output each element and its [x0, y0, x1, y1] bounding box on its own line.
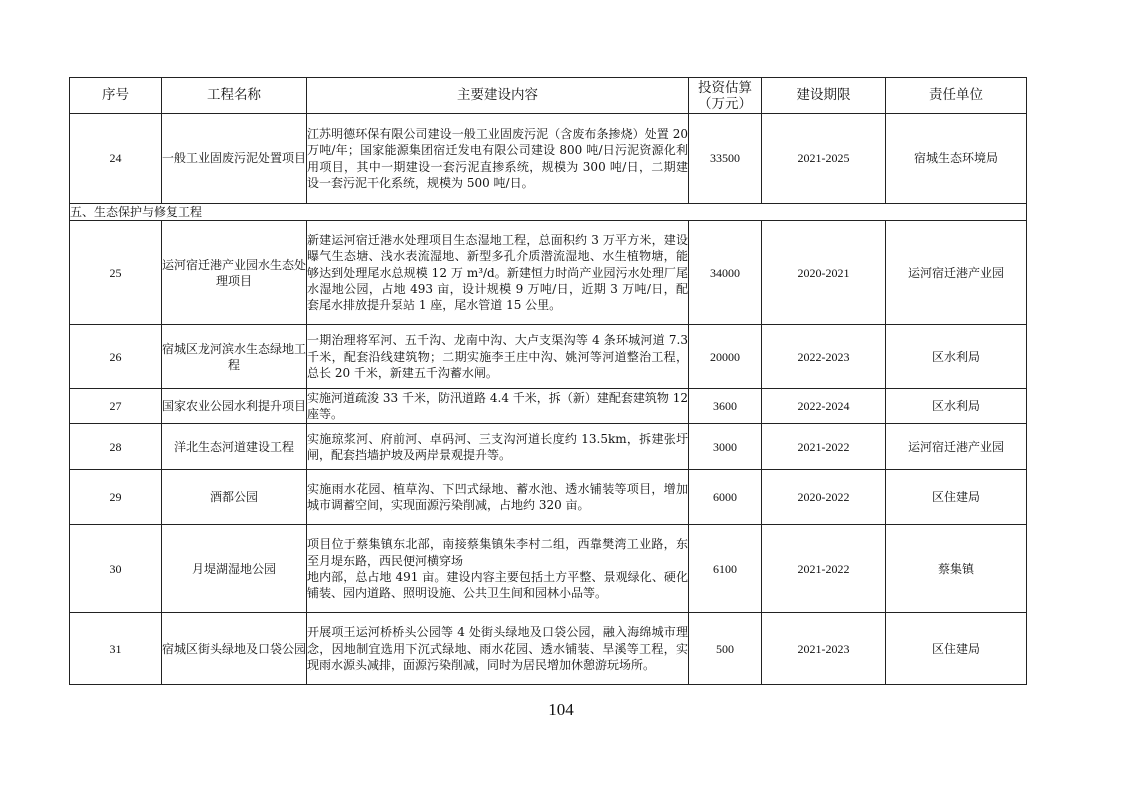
- row-investment: 3000: [689, 424, 762, 470]
- row-unit: 运河宿迁港产业园: [886, 424, 1027, 470]
- header-period: 建设期限: [762, 78, 886, 114]
- table-row-31: [70, 613, 1027, 685]
- row-seq: 24: [70, 114, 162, 204]
- table-row-26: [70, 325, 1027, 389]
- row-seq: 31: [70, 613, 162, 685]
- row-investment: 20000: [689, 325, 762, 389]
- row-period: 2022-2024: [762, 389, 886, 424]
- row-content: 江苏明德环保有限公司建设一般工业固废污泥（含废布条掺烧）处置 20 万吨/年；国家能源集团宿迁发电有限公司建设 800 吨/日污泥资源化利用项目，其中一期建设一套污泥直掺系统，规模为 300 吨/日，二期建设一套污泥干化系统，规模为 500 吨/日。: [307, 114, 689, 204]
- row-seq: 30: [70, 525, 162, 613]
- row-period: 2021-2023: [762, 613, 886, 685]
- header-row: [70, 78, 1027, 114]
- header-seq: 序号: [70, 78, 162, 114]
- row-name: 宿城区龙河滨水生态绿地工程: [162, 325, 307, 389]
- section-row: [70, 204, 1027, 221]
- table-row-25: [70, 221, 1027, 325]
- row-name: 宿城区街头绿地及口袋公园: [162, 613, 307, 685]
- row-investment: 500: [689, 613, 762, 685]
- row-content: 实施琼浆河、府前河、卓码河、三支沟河道长度约 13.5km，拆建张圩闸，配套挡墙护坡及两岸景观提升等。: [307, 424, 689, 470]
- row-name: 国家农业公园水利提升项目: [162, 389, 307, 424]
- row-investment: 6100: [689, 525, 762, 613]
- row-content: 实施雨水花园、植草沟、下凹式绿地、蓄水池、透水铺装等项目，增加城市调蓄空间，实现面源污染削减，占地约 320 亩。: [307, 470, 689, 525]
- row-unit: 区水利局: [886, 325, 1027, 389]
- table-row-27: [70, 389, 1027, 424]
- row-seq: 25: [70, 221, 162, 325]
- row-content: [307, 525, 689, 613]
- row-name: 运河宿迁港产业园水生态处理项目: [162, 221, 307, 325]
- row-period: 2022-2023: [762, 325, 886, 389]
- row-investment: 3600: [689, 389, 762, 424]
- row-content-line-2: 地内部，总占地 491 亩。建设内容主要包括土方平整、景观绿化、硬化铺装、园内道路、照明设施、公共卫生间和园林小品等。: [307, 569, 688, 600]
- page-number: 104: [548, 700, 574, 719]
- row-period: 2021-2022: [762, 525, 886, 613]
- row-period: 2021-2025: [762, 114, 886, 204]
- header-unit: 责任单位: [886, 78, 1027, 114]
- row-unit: 区住建局: [886, 470, 1027, 525]
- row-unit: 区水利局: [886, 389, 1027, 424]
- row-name: 酒都公园: [162, 470, 307, 525]
- row-content-line-1: 项目位于蔡集镇东北部，南接蔡集镇朱李村二组，西靠樊湾工业路，东至月堤东路，西民便河横穿场: [307, 537, 688, 568]
- row-name: 月堤湖湿地公园: [162, 525, 307, 613]
- row-content: 开展项王运河桥桥头公园等 4 处街头绿地及口袋公园，融入海绵城市理念，因地制宜选用下沉式绿地、雨水花园、透水铺装、旱溪等工程，实现雨水源头减排，面源污染削减，同时为居民增加休憩游玩场所。: [307, 613, 689, 685]
- row-period: 2020-2021: [762, 221, 886, 325]
- row-seq: 27: [70, 389, 162, 424]
- row-content: 实施河道疏浚 33 千米，防汛道路 4.4 千米，拆（新）建配套建筑物 12 座等。: [307, 389, 689, 424]
- row-content: 新建运河宿迁港水处理项目生态湿地工程，总面积约 3 万平方米，建设曝气生态塘、浅水表流湿地、新型多孔介质潜流湿地、水生植物塘，能够达到处理尾水总规模 12 万 m³/d。新建恒力时尚产业园污水处理厂尾水湿地公园，占地 493 亩，设计规模 9 万吨/日，近期 3 万吨/日，配套尾水排放提升泵站 1 座，尾水管道 15 公里。: [307, 221, 689, 325]
- row-seq: 26: [70, 325, 162, 389]
- row-unit: 蔡集镇: [886, 525, 1027, 613]
- header-content: 主要建设内容: [307, 78, 689, 114]
- row-investment: 6000: [689, 470, 762, 525]
- row-name: 一般工业固废污泥处置项目: [162, 114, 307, 204]
- row-investment: 34000: [689, 221, 762, 325]
- table-row-29: [70, 470, 1027, 525]
- row-content: 一期治理将军河、五千沟、龙南中沟、大卢支渠沟等 4 条环城河道 7.3 千米，配套沿线建筑物；二期实施李王庄中沟、姚河等河道整治工程，总长 20 千米，新建五千沟蓄水闸。: [307, 325, 689, 389]
- table-row-28: [70, 424, 1027, 470]
- table-row-24: [70, 114, 1027, 204]
- row-seq: 28: [70, 424, 162, 470]
- row-seq: 29: [70, 470, 162, 525]
- row-unit: 运河宿迁港产业园: [886, 221, 1027, 325]
- row-unit: 宿城生态环境局: [886, 114, 1027, 204]
- table-row-30: [70, 525, 1027, 613]
- section-title: 五、生态保护与修复工程: [70, 204, 1027, 221]
- header-name: 工程名称: [162, 78, 307, 114]
- row-period: 2020-2022: [762, 470, 886, 525]
- row-name: 洋北生态河道建设工程: [162, 424, 307, 470]
- row-unit: 区住建局: [886, 613, 1027, 685]
- project-table: [69, 77, 1027, 685]
- header-investment: 投资估算（万元）: [689, 78, 762, 114]
- row-period: 2021-2022: [762, 424, 886, 470]
- row-investment: 33500: [689, 114, 762, 204]
